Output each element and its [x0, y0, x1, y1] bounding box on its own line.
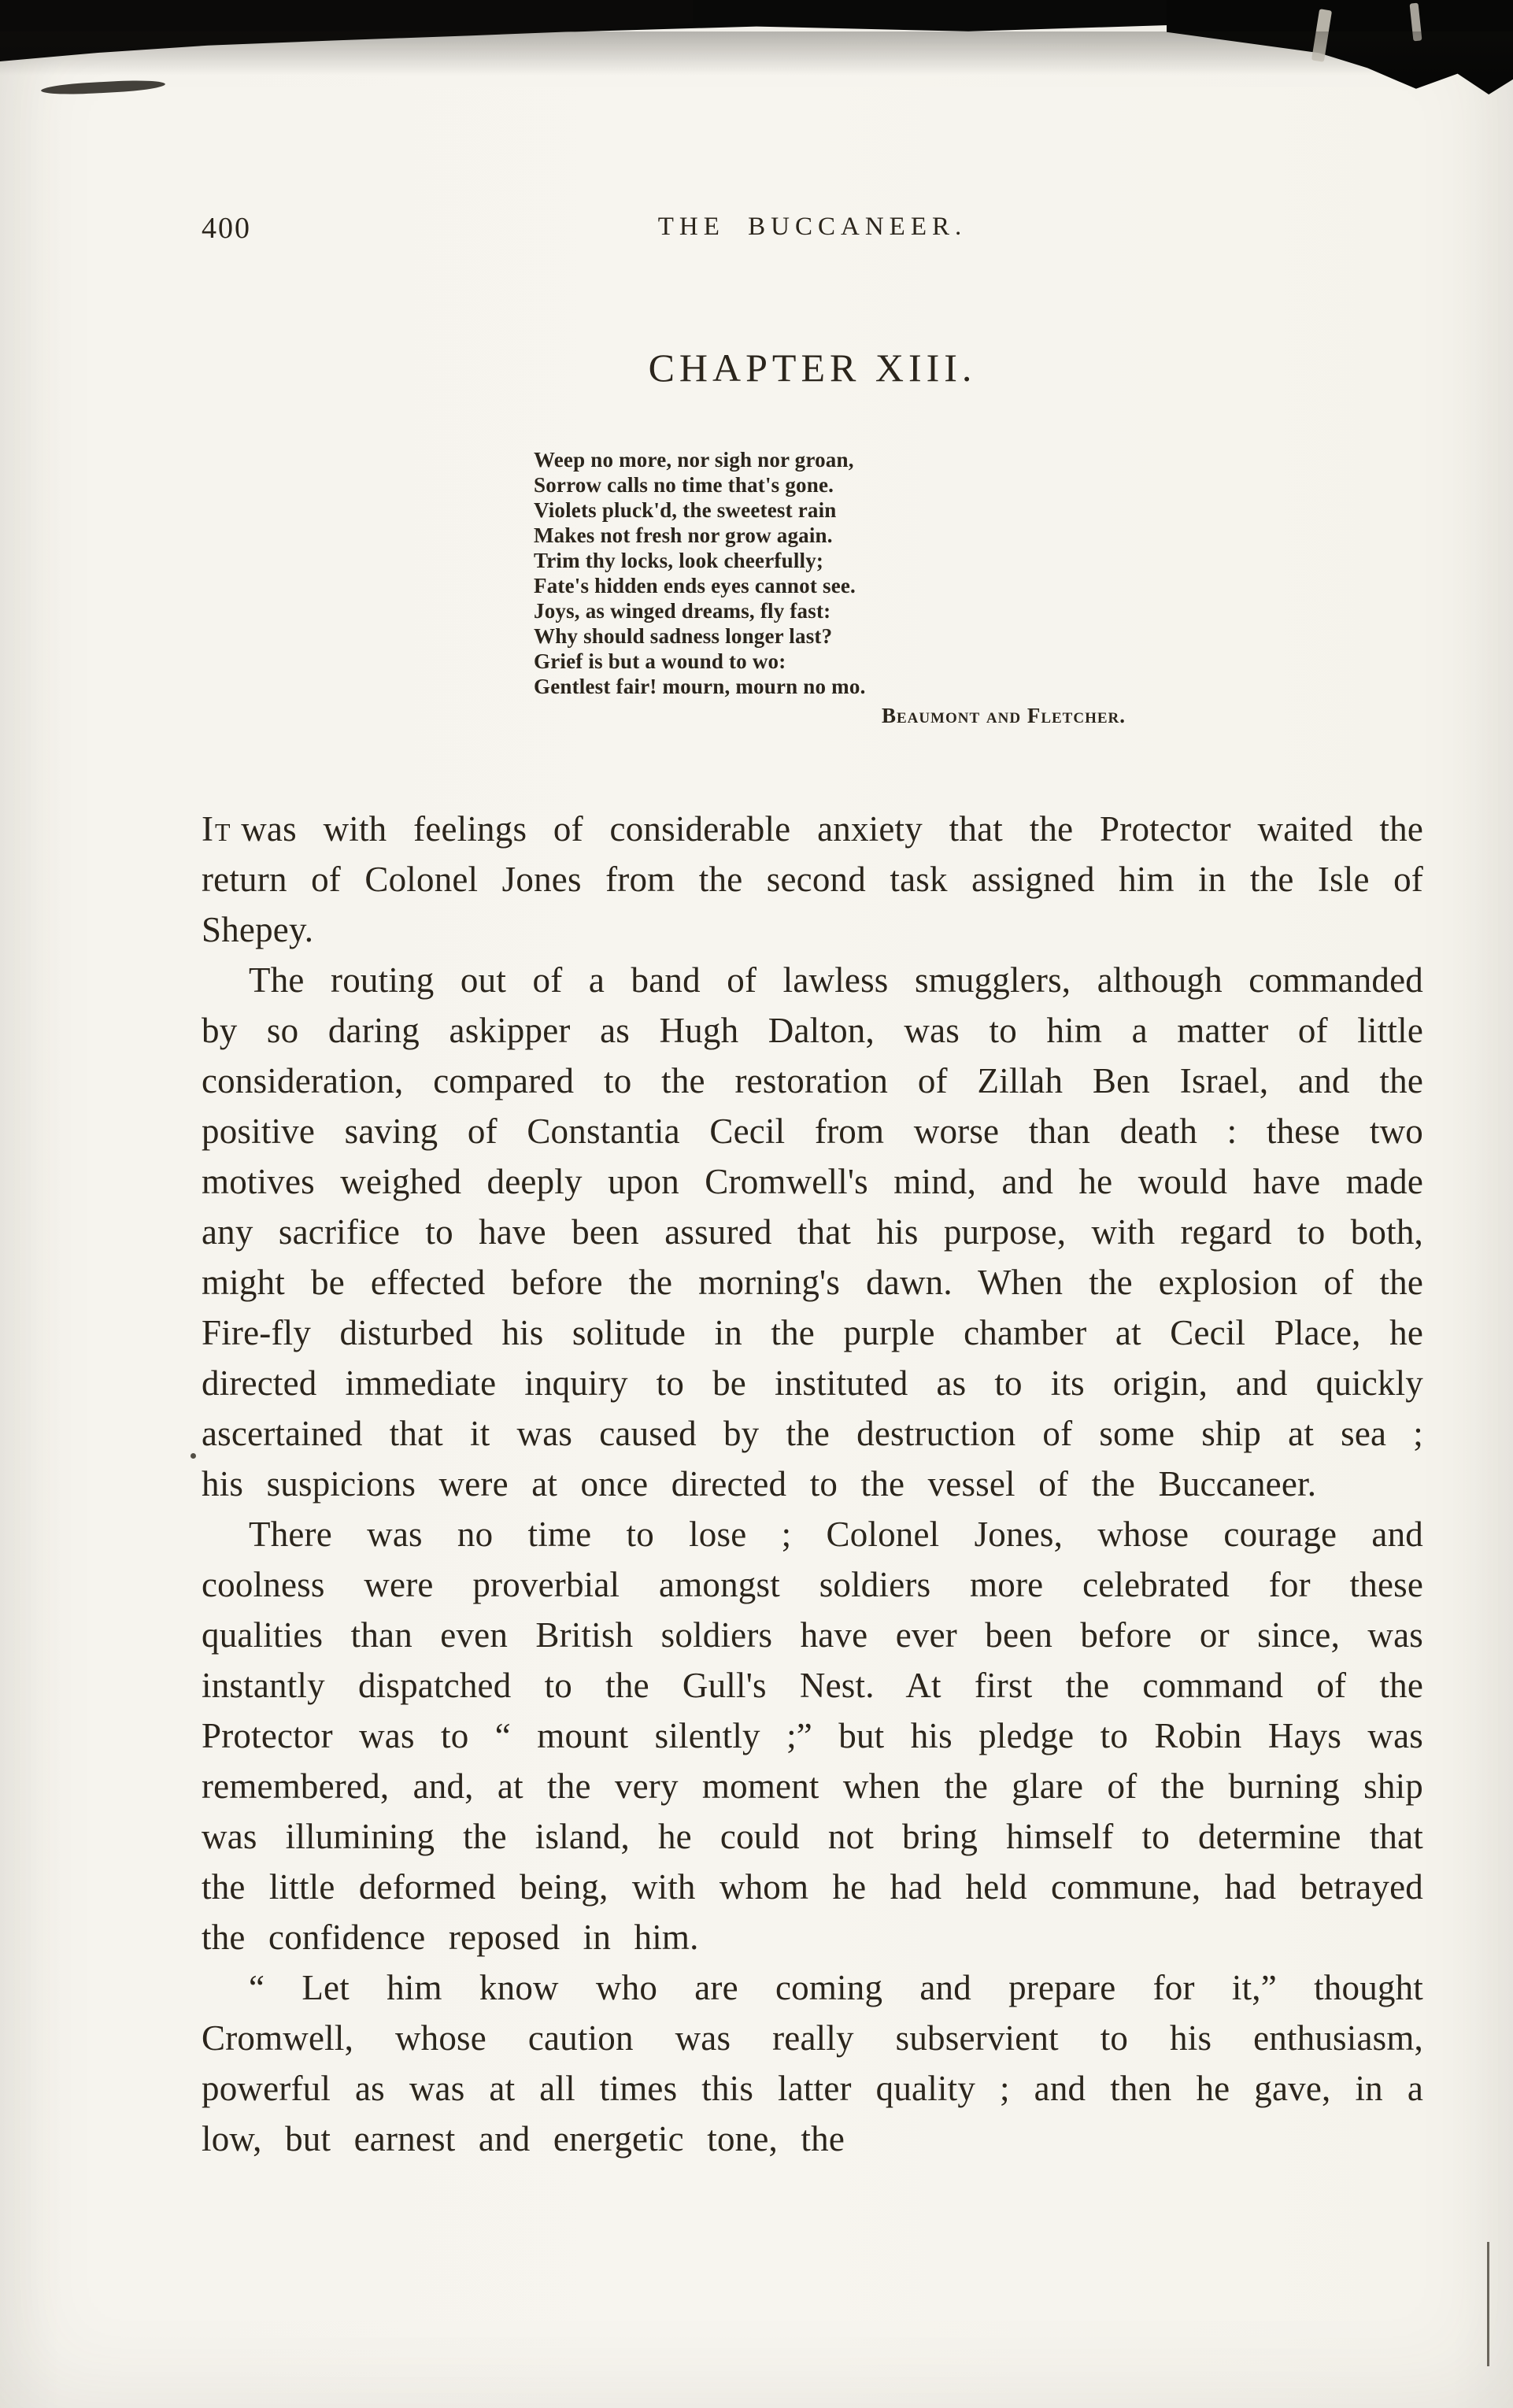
chapter-heading: CHAPTER XIII.: [648, 346, 977, 390]
running-header: THE BUCCANEER.: [657, 213, 967, 241]
epigraph-line: Gentlest fair! mourn, mourn no mo.: [534, 675, 866, 698]
paragraph-text: The routing out of a band of lawless smugglers, although commanded by so daring askipper as Hugh Dalton, was to him a matter of little consideration, compared to the restoration of Zillah Ben Israel, and the positive saving of Constantia Cecil from worse than death : these two motives weighed deeply upon Cromwell's mind, and he would have made any sacrifice to have been assured that his purpose, with regard to both, might be effected before the morning's dawn. When the explosion of the Fire-fly disturbed his solitude in the purple chamber at Cecil Place, he directed immediate inquiry to be instituted as to its origin, and quickly ascertained that it was caused by the destruction of some ship at sea ; his suspicions were at once directed to the vessel of the Buccaneer.: [202, 960, 1423, 1504]
lead-word: It: [202, 809, 232, 849]
epigraph-attribution: Beaumont and Fletcher.: [881, 704, 1126, 727]
scan-stray-dot: [191, 1453, 196, 1459]
epigraph-line: Sorrow calls no time that's gone.: [534, 473, 834, 497]
paragraph: [202, 1962, 1423, 2164]
paragraph-text: was with feelings of considerable anxiety that the Protector waited the return of Colonel Jones from the second task assigned him in the Isle of Shepey.: [202, 809, 1423, 949]
page-content: [202, 211, 1423, 2164]
scan-stray-line: [1487, 2242, 1489, 2366]
epigraph: [534, 447, 1126, 728]
epigraph-line: Joys, as winged dreams, fly fast:: [534, 599, 831, 623]
epigraph-line: Grief is but a wound to wo:: [534, 649, 786, 673]
scan-ink-band-left: [0, 0, 693, 61]
epigraph-line: Fate's hidden ends eyes cannot see.: [534, 574, 856, 597]
scan-ink-blob: [1167, 0, 1513, 94]
page-number: 400: [202, 212, 251, 245]
epigraph-line: Weep no more, nor sigh nor groan,: [534, 448, 854, 472]
scan-smudge: [41, 79, 166, 96]
page-header: [202, 211, 1423, 249]
paragraph-text: There was no time to lose ; Colonel Jones, whose courage and coolness were proverbial amongst soldiers more celebrated for these qualities than even British soldiers have ever been before or since, was instantly dispatched to the Gull's Nest. At first the command of the Protector was to “ mount silently ;” but his pledge to Robin Hays was remembered, and, at the very moment when the glare of the burning ship was illumining the island, he could not bring himself to determine that the little deformed being, with whom he had held commune, had betrayed the confidence reposed in him.: [202, 1515, 1423, 1957]
paragraph-text: “ Let him know who are coming and prepare for it,” thought Cromwell, whose caution was really subservient to his enthusiasm, powerful as was at all times this latter quality ; and then he gave, in a low, but earnest and energetic tone, the: [202, 1968, 1423, 2158]
epigraph-line: Trim thy locks, look cheerfully;: [534, 549, 824, 572]
paragraph: [202, 1509, 1423, 1962]
epigraph-line: Violets pluck'd, the sweetest rain: [534, 498, 837, 522]
epigraph-line: Why should sadness longer last?: [534, 624, 833, 648]
paragraph: [202, 955, 1423, 1509]
body-text: [202, 804, 1423, 2164]
paragraph: [202, 804, 1423, 955]
epigraph-line: Makes not fresh nor grow again.: [534, 523, 833, 547]
